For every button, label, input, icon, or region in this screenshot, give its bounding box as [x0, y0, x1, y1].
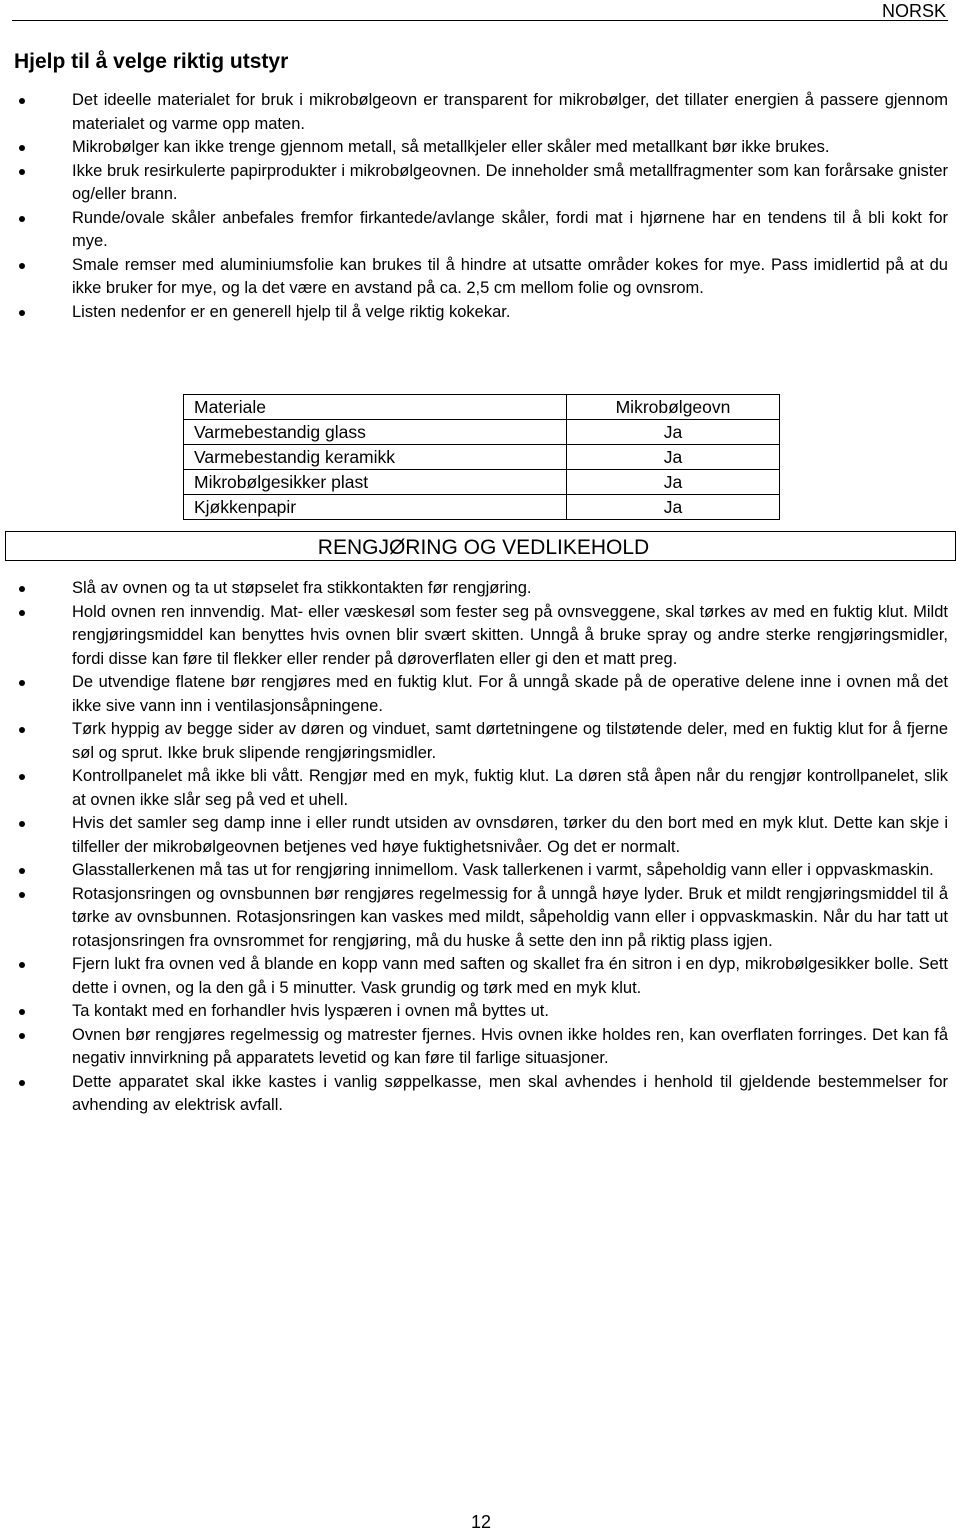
column-header-material: Materiale: [184, 395, 567, 420]
list-item-text: Ta kontakt med en forhandler hvis lyspæren i ovnen må byttes ut.: [72, 1002, 549, 1020]
bullet-icon: [19, 169, 25, 175]
list-item: [0, 671, 948, 718]
equipment-tips-list: [0, 89, 948, 324]
page-number: 12: [470, 1512, 492, 1532]
table-cell-material: Varmebestandig glass: [184, 420, 567, 445]
list-item-text: Rotasjonsringen og ovnsbunnen bør rengjøres regelmessig for å unngå høye lyder. Bruk et mildt rengjøringsmiddel til å tørke av ovnsbunnen. Rotasjonsringen kan vaskes med mildt, såpeholdig vann eller i oppvaskmaskin. Når du har tatt ut rotasjonsringen fra ovnsrommet for rengjøring, må du huske å sette den inn på riktig plass igjen.: [72, 884, 948, 950]
list-item-text: Tørk hyppig av begge sider av døren og vinduet, samt dørtetningene og tilstøtende deler, med en fuktig klut for å fjerne søl og sprut. Ikke bruk slipende rengjøringsmidler.: [72, 720, 948, 762]
bullet-icon: [19, 962, 25, 968]
list-item: [0, 89, 948, 136]
column-header-microwave: Mikrobølgeovn: [567, 395, 780, 420]
bullet-icon: [19, 727, 25, 733]
table-cell-microwave: Ja: [567, 420, 780, 445]
header-divider: [12, 20, 948, 21]
bullet-icon: [19, 1009, 25, 1015]
list-item-text: Glasstallerkenen må tas ut for rengjøring innimellom. Vask tallerkenen i varmt, såpeholdig vann eller i oppvaskmaskin.: [72, 861, 934, 879]
list-item: [0, 883, 948, 954]
list-item-text: Runde/ovale skåler anbefales fremfor firkantede/avlange skåler, fordi mat i hjørnene har en tendens til å bli kokt for mye.: [72, 208, 948, 250]
list-item-text: Hvis det samler seg damp inne i eller rundt utsiden av ovnsdøren, tørker du den bort med en myk klut. Dette kan skje i tilfeller der mikrobølgeovnen betjenes ved høye fuktighetsnivåer. Og det er normalt.: [72, 814, 948, 856]
table-row: [184, 495, 780, 520]
list-item: [0, 254, 948, 301]
bullet-icon: [19, 821, 25, 827]
table-cell-material: Kjøkkenpapir: [184, 495, 567, 520]
table-cell-material: Mikrobølgesikker plast: [184, 470, 567, 495]
list-item-text: Ovnen bør rengjøres regelmessig og matrester fjernes. Hvis ovnen ikke holdes ren, kan overflaten forringes. Det kan få negativ innvirkning på apparatets levetid og kan føre til farlige situasjoner.: [72, 1025, 948, 1067]
list-item-text: Fjern lukt fra ovnen ved å blande en kopp vann med saften og skallet fra én sitron i en dyp, mikrobølgesikker bolle. Sett dette i ovnen, og la den gå i 5 minutter. Vask grundig og tørk med en myk klut.: [72, 955, 948, 997]
list-item: [0, 1000, 948, 1024]
materials-table: [183, 394, 780, 520]
list-item: [0, 301, 948, 325]
bullet-icon: [19, 310, 25, 316]
cleaning-tips-list: [0, 577, 948, 1118]
list-item-text: Dette apparatet skal ikke kastes i vanlig søppelkasse, men skal avhendes i henhold til gjeldende bestemmelser for avhending av elektrisk avfall.: [72, 1072, 948, 1114]
list-item: [0, 1024, 948, 1071]
bullet-icon: [19, 892, 25, 898]
list-item: [0, 601, 948, 672]
table-cell-material: Varmebestandig keramikk: [184, 445, 567, 470]
table-row: [184, 470, 780, 495]
list-item: [0, 812, 948, 859]
bullet-icon: [19, 680, 25, 686]
list-item-text: Hold ovnen ren innvendig. Mat- eller væskesøl som fester seg på ovnsveggene, skal tørkes av med en fuktig klut. Mildt rengjøringsmiddel kan benyttes hvis ovnen blir svært skitten. Unngå å bruke spray og andre sterke rengjøringsmidler, fordi disse kan føre til flekker eller render på døroverflaten eller gi den et matt preg.: [72, 602, 948, 668]
list-item: [0, 160, 948, 207]
bullet-icon: [19, 216, 25, 222]
list-item: [0, 577, 948, 601]
list-item-text: Kontrollpanelet må ikke bli vått. Rengjør med en myk, fuktig klut. La døren stå åpen når du rengjør kontrollpanelet, slik at ovnen ikke slår seg på ved et uhell.: [72, 767, 948, 809]
list-item-text: Det ideelle materialet for bruk i mikrobølgeovn er transparent for mikrobølger, det tillater energien å passere gjennom materialet og varme opp maten.: [72, 91, 948, 133]
list-item-text: De utvendige flatene bør rengjøres med en fuktig klut. For å unngå skade på de operative delene inne i ovnen må det ikke sive vann inn i ventilasjonsåpningene.: [72, 673, 948, 715]
page-title: Hjelp til å velge riktig utstyr: [14, 50, 289, 73]
bullet-icon: [19, 98, 25, 104]
section-title-cleaning: RENGJØRING OG VEDLIKEHOLD: [5, 531, 956, 561]
list-item: [0, 207, 948, 254]
table-cell-microwave: Ja: [567, 445, 780, 470]
list-item: [0, 718, 948, 765]
list-item-text: Slå av ovnen og ta ut støpselet fra stikkontakten før rengjøring.: [72, 579, 532, 597]
list-item-text: Listen nedenfor er en generell hjelp til å velge riktig kokekar.: [72, 302, 511, 321]
bullet-icon: [19, 586, 25, 592]
list-item: [0, 859, 948, 883]
list-item: [0, 765, 948, 812]
list-item-text: Mikrobølger kan ikke trenge gjennom metall, så metallkjeler eller skåler med metallkant bør ikke brukes.: [72, 138, 830, 156]
bullet-icon: [19, 774, 25, 780]
bullet-icon: [19, 1080, 25, 1086]
bullet-icon: [19, 610, 25, 616]
table-cell-microwave: Ja: [567, 495, 780, 520]
list-item: [0, 953, 948, 1000]
list-item-text: Smale remser med aluminiumsfolie kan brukes til å hindre at utsatte områder kokes for mye. Pass imidlertid på at du ikke bruker for mye, og la det være en avstand på ca. 2,5 cm mellom folie og ovnsrom.: [72, 255, 948, 297]
header-language: NORSK: [881, 1, 946, 21]
bullet-icon: [19, 1033, 25, 1039]
table-header-row: [184, 395, 780, 420]
list-item: [0, 136, 948, 160]
bullet-icon: [19, 145, 25, 151]
table-row: [184, 420, 780, 445]
bullet-icon: [19, 263, 25, 269]
table-row: [184, 445, 780, 470]
table-cell-microwave: Ja: [567, 470, 780, 495]
list-item: [0, 1071, 948, 1118]
bullet-icon: [19, 868, 25, 874]
list-item-text: Ikke bruk resirkulerte papirprodukter i mikrobølgeovnen. De inneholder små metallfragmenter som kan forårsake gnister og/eller brann.: [72, 161, 948, 203]
